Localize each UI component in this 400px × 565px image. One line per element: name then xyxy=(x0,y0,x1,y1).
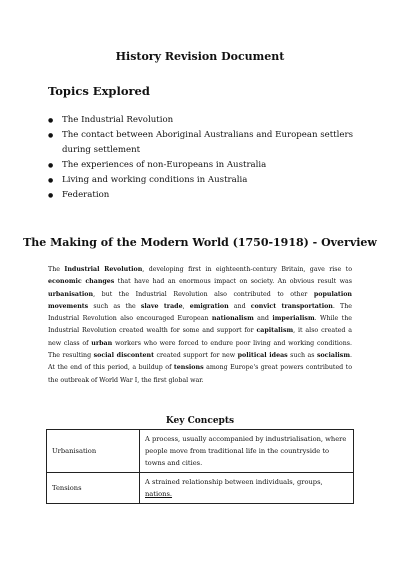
topic-item: ● The Industrial Revolution xyxy=(48,113,358,128)
topic-item: ● The experiences of non-Europeans in Australia xyxy=(48,158,358,173)
topics-heading: Topics Explored xyxy=(48,84,150,98)
concept-term: Tensions xyxy=(47,473,140,504)
key-term: economic changes xyxy=(48,278,115,286)
paragraph-text: , but the Industrial Revolution also contributed to other xyxy=(93,290,314,298)
key-term: political ideas xyxy=(237,352,288,360)
paragraph-text: among Europe's great powers contributed to the outbreak of World War I, the first global war. xyxy=(48,364,352,384)
key-term: imperialism xyxy=(272,315,315,323)
key-concepts-heading: Key Concepts xyxy=(165,416,235,426)
topic-item: ● The contact between Aboriginal Australians and European settlers during settlement xyxy=(48,128,358,158)
topics-list xyxy=(48,113,358,203)
concept-definition xyxy=(140,473,354,504)
key-term: urbanisation xyxy=(48,290,94,298)
concept-definition-text: A strained relationship between individuals, groups, xyxy=(145,478,323,486)
key-term: Industrial Revolution xyxy=(64,266,143,273)
paragraph-text: workers who were forced to endure poor living and working conditions. The resulting xyxy=(48,339,352,360)
key-term: slave trade xyxy=(140,302,183,310)
paragraph-text: such as the xyxy=(88,302,141,310)
paragraph-text: and xyxy=(228,302,251,310)
key-term: emigration xyxy=(189,302,229,310)
key-term: population movements xyxy=(48,290,352,310)
concept-definition-underlined: nations. xyxy=(145,490,173,498)
paragraph-text: that have had an enormous impact on society. An obvious result was xyxy=(114,278,352,286)
overview-paragraph xyxy=(48,264,352,387)
table-row xyxy=(47,473,354,504)
paragraph-text: . The Industrial Revolution also encouraged European xyxy=(48,302,352,323)
paragraph-text: created support for new xyxy=(154,352,238,360)
key-term: tensions xyxy=(173,364,204,372)
paragraph-text: The xyxy=(48,266,65,273)
key-term: capitalism xyxy=(256,327,294,335)
concept-term: Urbanisation xyxy=(47,430,140,473)
section-heading: The Making of the Modern World (1750-1918) - Overview xyxy=(23,236,377,249)
paragraph-text: such as xyxy=(287,352,317,360)
table-row xyxy=(47,430,354,473)
paragraph-text: , developing first in eighteenth-century Britain, gave rise to xyxy=(142,266,352,273)
key-term: social discontent xyxy=(93,352,155,360)
key-term: socialism xyxy=(316,352,350,360)
paragraph-text: and xyxy=(253,315,273,323)
key-term: urban xyxy=(91,339,113,347)
document-title: History Revision Document xyxy=(115,50,285,63)
key-concepts-table xyxy=(46,429,354,504)
paragraph-text: . At the end of this period, a buildup of xyxy=(48,352,352,372)
topic-item: ● Living and working conditions in Australia xyxy=(48,173,358,188)
topic-item: ● Federation xyxy=(48,188,358,203)
concept-definition: A process, usually accompanied by industrialisation, where people move from traditional life in the countryside to towns and cities. xyxy=(140,430,354,473)
paragraph-text: , xyxy=(182,302,190,310)
paragraph-text: . While the Industrial Revolution created wealth for some and support for xyxy=(48,315,352,335)
key-term: nationalism xyxy=(211,315,254,323)
paragraph-text: , it also created a new class of xyxy=(48,327,352,347)
key-term: convict transportation xyxy=(250,302,333,310)
